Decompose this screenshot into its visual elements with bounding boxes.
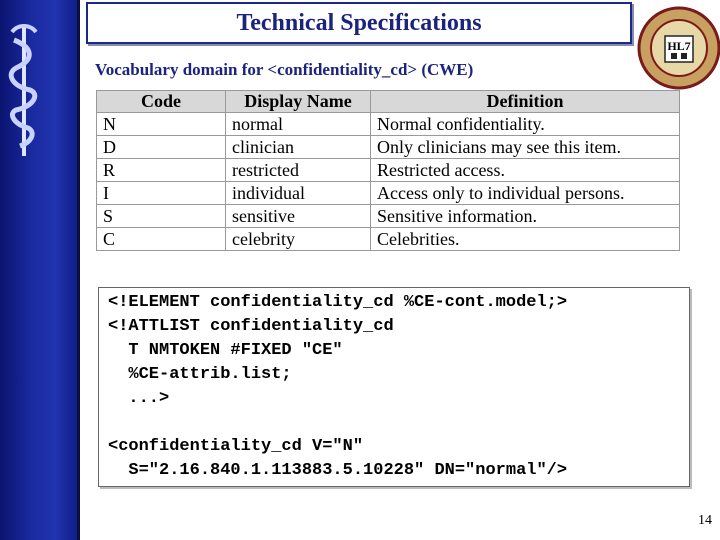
cell-code: N <box>97 113 226 136</box>
cell-display-name: individual <box>226 182 371 205</box>
cell-display-name: celebrity <box>226 228 371 251</box>
code-line: S="2.16.840.1.113883.5.10228" DN="normal"/> <box>108 461 568 480</box>
table-row <box>97 205 680 228</box>
cell-definition: Sensitive information. <box>371 205 680 228</box>
table-header-row <box>97 91 680 113</box>
page-title: Technical Specifications <box>236 10 482 36</box>
left-sidebar-bar <box>0 0 80 540</box>
sidebar-edge <box>77 0 80 540</box>
code-line: <!ELEMENT confidentiality_cd %CE-cont.model;> <box>108 293 568 312</box>
code-line: ...> <box>108 389 170 408</box>
cell-code: R <box>97 159 226 182</box>
table-row <box>97 228 680 251</box>
logo-text: HL7 <box>667 39 691 53</box>
code-example-box <box>98 287 690 487</box>
code-line: T NMTOKEN #FIXED "CE" <box>108 341 343 360</box>
cell-definition: Normal confidentiality. <box>371 113 680 136</box>
code-blank-line <box>108 411 689 435</box>
cell-code: C <box>97 228 226 251</box>
cell-code: I <box>97 182 226 205</box>
subtitle: Vocabulary domain for <confidentiality_cd> (CWE) <box>95 60 474 79</box>
cell-definition: Access only to individual persons. <box>371 182 680 205</box>
title-box <box>86 2 632 44</box>
cell-display-name: clinician <box>226 136 371 159</box>
cell-code: S <box>97 205 226 228</box>
header-definition: Definition <box>371 91 680 113</box>
cell-display-name: sensitive <box>226 205 371 228</box>
caduceus-icon <box>8 20 40 160</box>
cell-display-name: normal <box>226 113 371 136</box>
table-row <box>97 136 680 159</box>
header-display-name: Display Name <box>226 91 371 113</box>
header-code: Code <box>97 91 226 113</box>
code-line: %CE-attrib.list; <box>108 365 292 384</box>
table-row <box>97 159 680 182</box>
cell-code: D <box>97 136 226 159</box>
table-row <box>97 182 680 205</box>
cell-definition: Restricted access. <box>371 159 680 182</box>
table-row <box>97 113 680 136</box>
cell-definition: Only clinicians may see this item. <box>371 136 680 159</box>
cell-display-name: restricted <box>226 159 371 182</box>
vocab-table-container <box>96 90 680 256</box>
page-number: 14 <box>698 513 712 528</box>
hl7-logo-seal <box>637 6 720 90</box>
code-line: <confidentiality_cd V="N" <box>108 437 364 456</box>
cell-definition: Celebrities. <box>371 228 680 251</box>
code-line: <!ATTLIST confidentiality_cd <box>108 317 394 336</box>
vocab-table <box>96 90 680 251</box>
